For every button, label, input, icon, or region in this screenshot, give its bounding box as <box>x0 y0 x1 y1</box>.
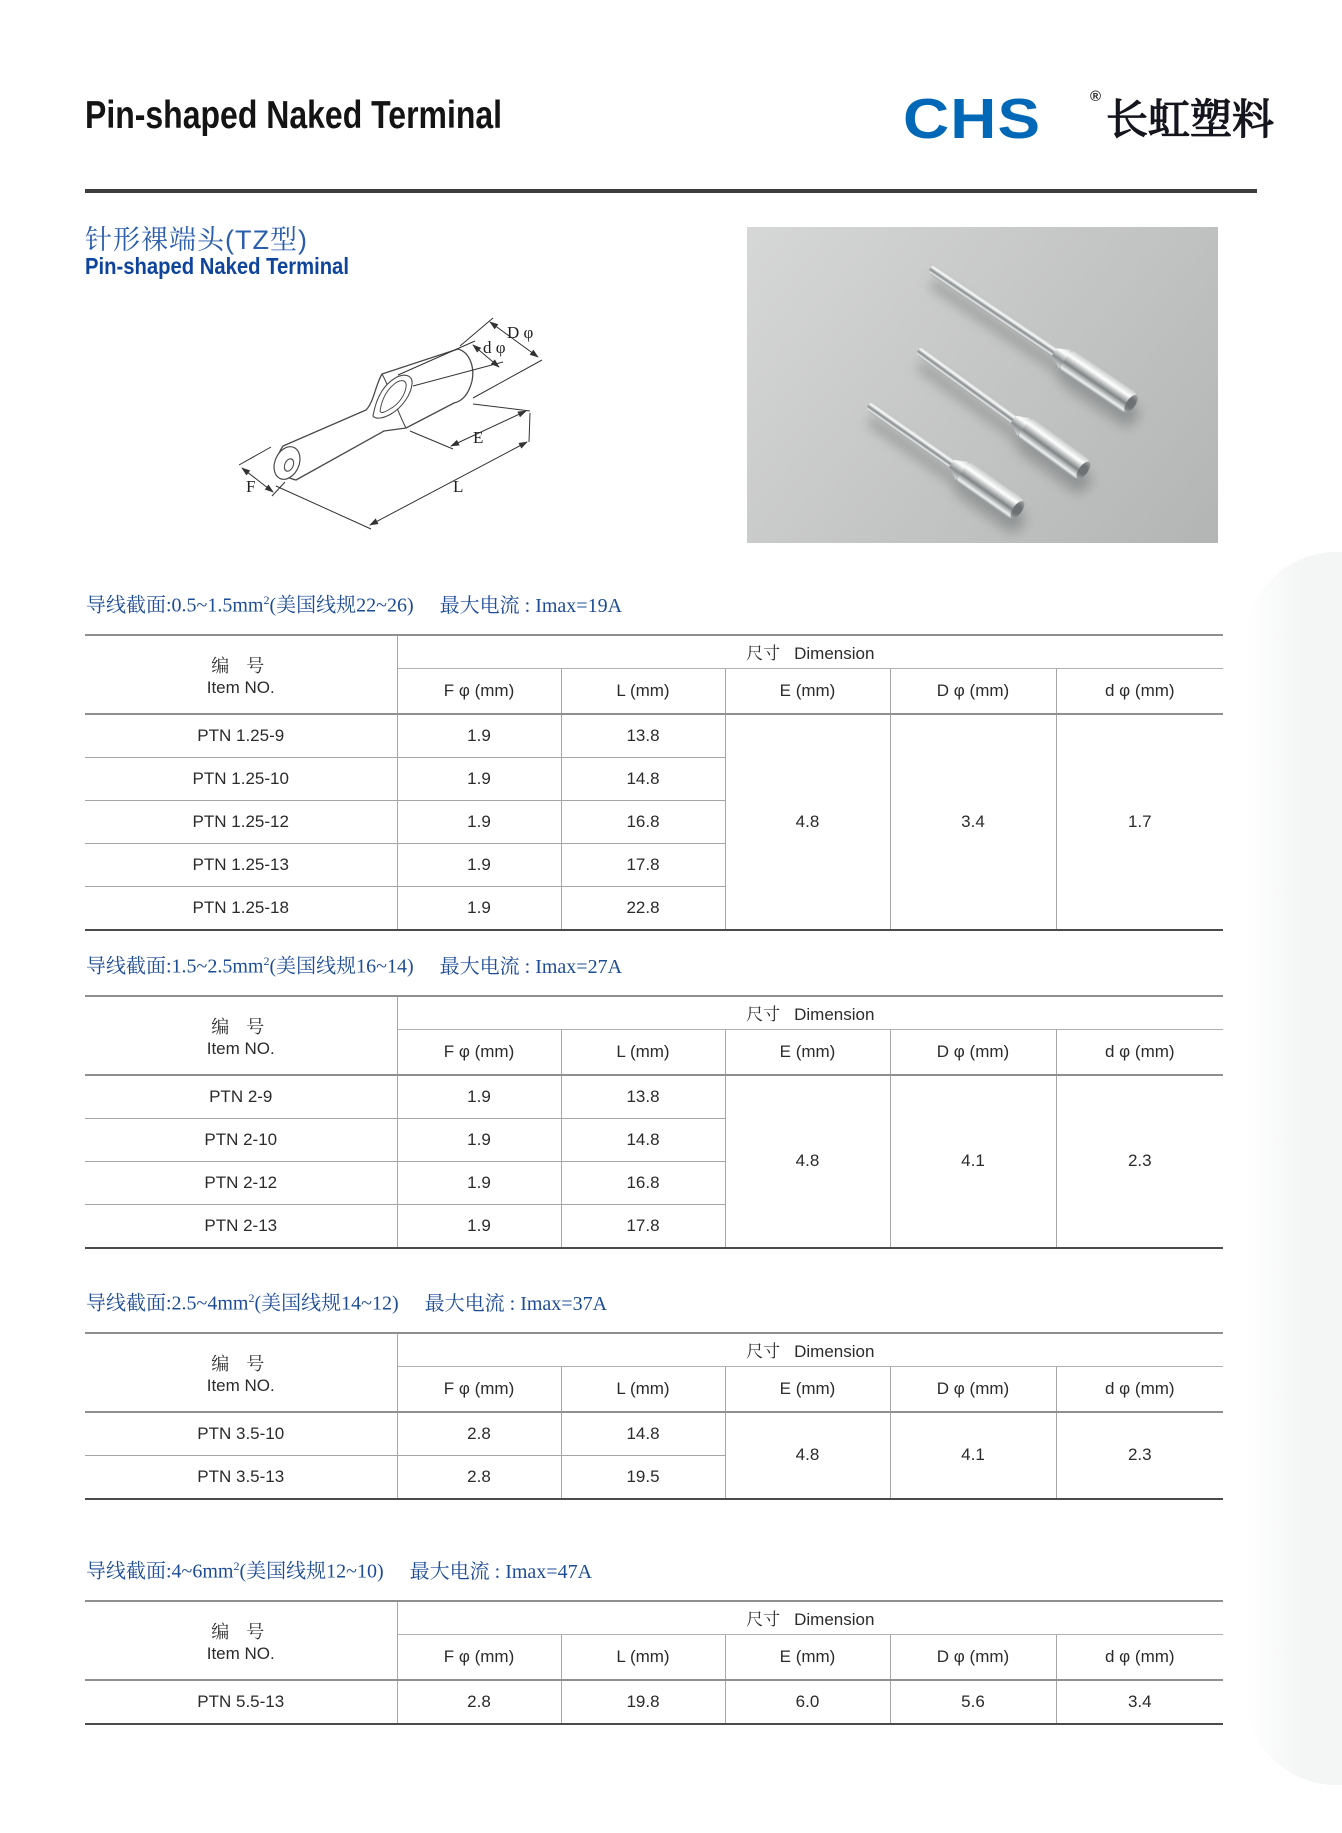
section-title-en: Pin-shaped Naked Terminal <box>85 253 349 279</box>
col-header-item: 编 号 Item NO. <box>85 1333 397 1412</box>
dimension-label-F: F <box>246 477 256 496</box>
col-header-f: F φ (mm) <box>397 1029 561 1075</box>
dimension-label-d: d φ <box>483 338 506 357</box>
col-header-D: D φ (mm) <box>890 1634 1056 1680</box>
max-current-note: 最大电流 : Imax=37A <box>424 1292 608 1315</box>
dimension-label-L: L <box>453 477 464 496</box>
cell-item: PTN 2-10 <box>85 1118 397 1161</box>
cell-d-merged: 2.3 <box>1056 1075 1223 1248</box>
cell-l: 14.8 <box>561 1412 725 1456</box>
cell-f: 1.9 <box>397 714 561 758</box>
max-current-note: 最大电流 : Imax=47A <box>409 1560 593 1583</box>
cell-l: 16.8 <box>561 800 725 843</box>
cell-item: PTN 2-12 <box>85 1161 397 1204</box>
col-header-e: E (mm) <box>725 668 890 714</box>
cell-f: 2.8 <box>397 1455 561 1499</box>
cell-f: 1.9 <box>397 843 561 886</box>
product-photo <box>747 227 1218 543</box>
header-divider <box>85 189 1257 193</box>
cell-l: 13.8 <box>561 714 725 758</box>
cell-e-merged: 4.8 <box>725 1075 890 1248</box>
cell-l: 19.5 <box>561 1455 725 1499</box>
col-header-l: L (mm) <box>561 668 725 714</box>
brand-name-cn: 长虹塑料 <box>1106 96 1275 143</box>
cell-d-merged: 2.3 <box>1056 1412 1223 1499</box>
cell-d: 3.4 <box>1056 1680 1223 1724</box>
col-header-d: d φ (mm) <box>1056 1029 1223 1075</box>
col-header-D: D φ (mm) <box>890 668 1056 714</box>
col-header-f: F φ (mm) <box>397 1634 561 1680</box>
dimension-label-D: D φ <box>507 323 534 342</box>
col-header-d: d φ (mm) <box>1056 1366 1223 1412</box>
col-header-d: d φ (mm) <box>1056 668 1223 714</box>
cell-f: 2.8 <box>397 1680 561 1724</box>
col-header-dimension: 尺寸 Dimension <box>397 1333 1223 1367</box>
spec-section-2 <box>85 948 1223 1249</box>
col-header-d: d φ (mm) <box>1056 1634 1223 1680</box>
col-header-f: F φ (mm) <box>397 668 561 714</box>
spec-section-3 <box>85 1285 1223 1500</box>
background-watermark <box>1246 552 1342 1785</box>
dimension-label-E: E <box>473 428 484 447</box>
cell-f: 1.9 <box>397 886 561 930</box>
cell-item: PTN 1.25-12 <box>85 800 397 843</box>
table-row <box>85 1075 1223 1119</box>
cell-D: 5.6 <box>890 1680 1056 1724</box>
cell-item: PTN 1.25-18 <box>85 886 397 930</box>
col-header-e: E (mm) <box>725 1366 890 1412</box>
cell-l: 17.8 <box>561 843 725 886</box>
col-header-f: F φ (mm) <box>397 1366 561 1412</box>
col-header-item: 编 号 Item NO. <box>85 1601 397 1680</box>
cell-item: PTN 3.5-13 <box>85 1455 397 1499</box>
spec-section-1 <box>85 587 1223 931</box>
table-row <box>85 714 1223 758</box>
table-row <box>85 1680 1223 1724</box>
cell-l: 17.8 <box>561 1204 725 1248</box>
cell-l: 22.8 <box>561 886 725 930</box>
cell-item: PTN 2-9 <box>85 1075 397 1119</box>
spec-table-3 <box>85 1332 1223 1500</box>
table1-caption: 导线截面$:0.5\sim 1.5mm^2$(美国线规22~26) 最大电流 : Imax=19A <box>86 593 623 617</box>
col-header-item: 编 号 Item NO. <box>85 635 397 714</box>
col-header-e: E (mm) <box>725 1029 890 1075</box>
cell-f: 1.9 <box>397 1204 561 1248</box>
cell-l: 16.8 <box>561 1161 725 1204</box>
col-header-dimension: 尺寸 Dimension <box>397 1601 1223 1635</box>
cell-f: 1.9 <box>397 1161 561 1204</box>
col-header-item: 编 号 Item NO. <box>85 996 397 1075</box>
spec-table-4 <box>85 1600 1223 1725</box>
cell-l: 14.8 <box>561 757 725 800</box>
spec-table-2 <box>85 995 1223 1249</box>
cell-l: 13.8 <box>561 1075 725 1119</box>
cell-f: 1.9 <box>397 1118 561 1161</box>
cell-e-merged: 4.8 <box>725 1412 890 1499</box>
cell-item: PTN 1.25-13 <box>85 843 397 886</box>
cell-item: PTN 3.5-10 <box>85 1412 397 1456</box>
cell-f: 1.9 <box>397 1075 561 1119</box>
col-header-D: D φ (mm) <box>890 1366 1056 1412</box>
spec-section-4 <box>85 1553 1223 1725</box>
cell-l: 19.8 <box>561 1680 725 1724</box>
page-title: Pin-shaped Naked Terminal <box>85 94 503 137</box>
cell-D-merged: 4.1 <box>890 1412 1056 1499</box>
col-header-e: E (mm) <box>725 1634 890 1680</box>
col-header-dimension: 尺寸 Dimension <box>397 635 1223 669</box>
table4-caption: 导线截面$:4\sim 6mm^2$(美国线规12~10) 最大电流 : Imax=47A <box>86 1559 593 1583</box>
table-row <box>85 1412 1223 1456</box>
max-current-note: 最大电流 : Imax=27A <box>439 955 623 978</box>
section-title-cn: 针形裸端头(TZ型) <box>85 225 308 255</box>
cell-f: 1.9 <box>397 757 561 800</box>
cell-f: 1.9 <box>397 800 561 843</box>
registered-trademark-mark: ® <box>1090 88 1102 105</box>
cell-l: 14.8 <box>561 1118 725 1161</box>
cell-item: PTN 1.25-9 <box>85 714 397 758</box>
terminal-dimension-diagram <box>170 270 600 560</box>
cell-e: 6.0 <box>725 1680 890 1724</box>
cell-D-merged: 3.4 <box>890 714 1056 930</box>
cell-item: PTN 5.5-13 <box>85 1680 397 1724</box>
col-header-D: D φ (mm) <box>890 1029 1056 1075</box>
cell-D-merged: 4.1 <box>890 1075 1056 1248</box>
cell-f: 2.8 <box>397 1412 561 1456</box>
col-header-l: L (mm) <box>561 1029 725 1075</box>
table3-caption: 导线截面$:2.5\sim 4mm^2$(美国线规14~12) 最大电流 : Imax=37A <box>86 1291 608 1315</box>
col-header-dimension: 尺寸 Dimension <box>397 996 1223 1030</box>
brand-logo-chs: CHS <box>903 87 1042 151</box>
max-current-note: 最大电流 : Imax=19A <box>439 594 623 617</box>
col-header-l: L (mm) <box>561 1366 725 1412</box>
cell-item: PTN 2-13 <box>85 1204 397 1248</box>
cell-d-merged: 1.7 <box>1056 714 1223 930</box>
cell-item: PTN 1.25-10 <box>85 757 397 800</box>
spec-table-1 <box>85 634 1223 931</box>
cell-e-merged: 4.8 <box>725 714 890 930</box>
table2-caption: 导线截面$:1.5\sim 2.5mm^2$(美国线规16~14) 最大电流 : Imax=27A <box>86 954 623 978</box>
col-header-l: L (mm) <box>561 1634 725 1680</box>
